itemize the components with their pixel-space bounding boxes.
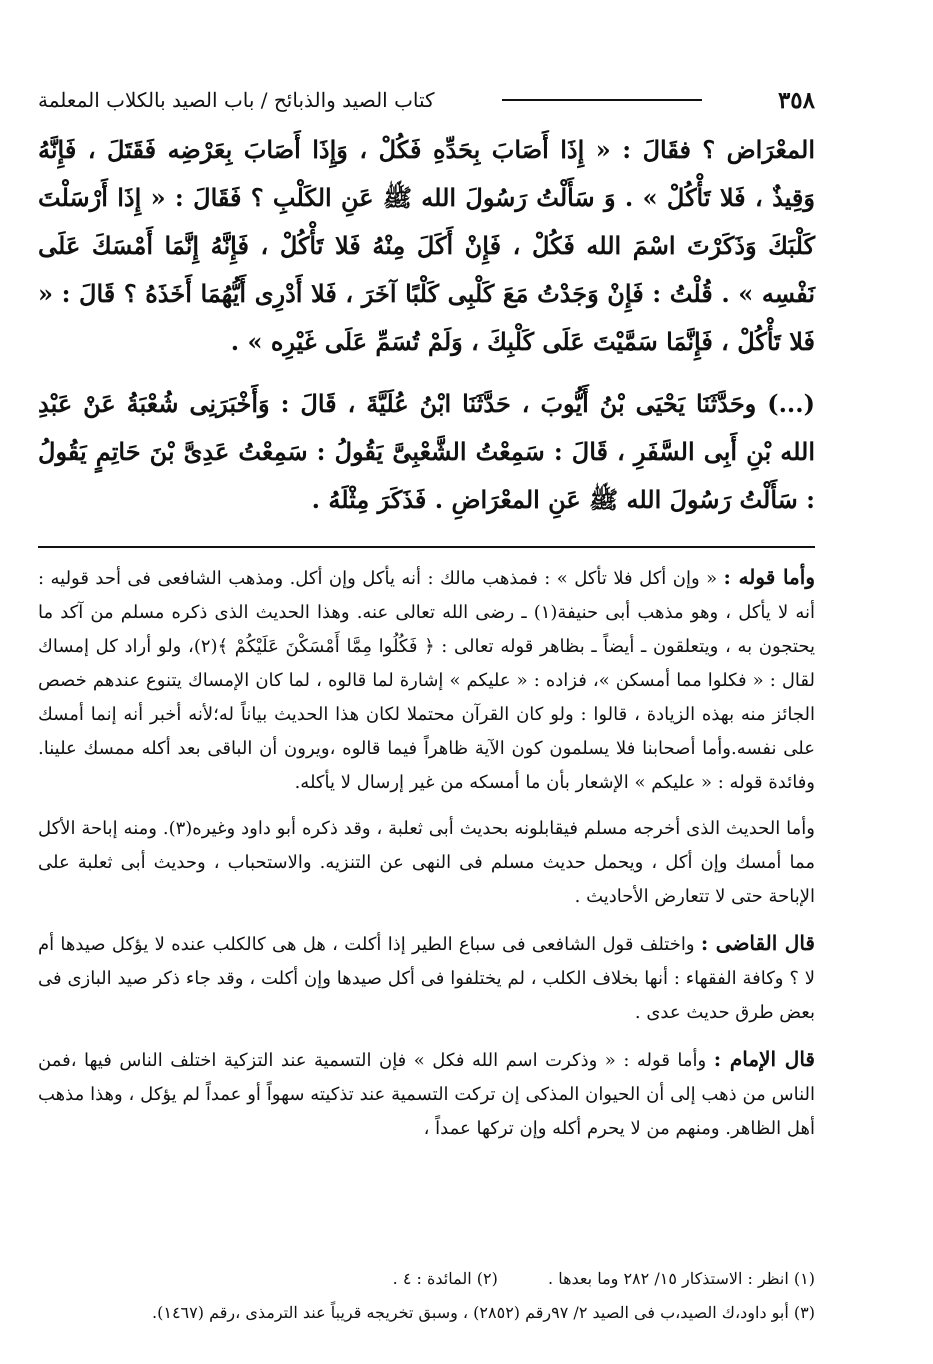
commentary-lead-3: قال القاضى : xyxy=(700,931,815,955)
page-number: ٣٥٨ xyxy=(777,86,815,114)
footnote-1: (١) انظر : الاستذكار ١٥/ ٢٨٢ وما بعدها . xyxy=(548,1269,815,1288)
commentary-paragraph-1 xyxy=(38,560,815,800)
hadith-text xyxy=(38,126,815,524)
commentary-text-2: وأما الحديث الذى أخرجه مسلم فيقابلونه بحديث أبى ثعلبة ، وقد ذكره أبو داود وغيره(٣). ومنه إباحة الأكل مما أمسك وإن أكل ، ويحمل حديث مسلم فى النهى عن التنزيه. والاستحباب ، وحديث أبى ثعلبة على الإباحة حتى لا تتعارض الأحاديث . xyxy=(38,818,815,907)
commentary-text-4: وأما قوله : « وذكرت اسم الله فكل » فإن التسمية عند التزكية اختلف الناس فيها ،فمن الناس من ذهب إلى أن الحيوان المذكى إن تركت التسمية عند تذكيته سهواً أو عمداً لم يؤكل ، وهذا مذهب أهل الظاهر. ومنهم من لا يحرم أكله وإن تركها عمداً ، xyxy=(38,1050,815,1139)
running-title: كتاب الصيد والذبائح / باب الصيد بالكلاب المعلمة xyxy=(38,88,435,112)
commentary-paragraph-4 xyxy=(38,1042,815,1146)
commentary-lead-1: وأما قوله : xyxy=(723,565,815,589)
commentary-text-3: واختلف قول الشافعى فى سباع الطير إذا أكلت ، هل هى كالكلب عنده لا يؤكل صيدها أم لا ؟ وكافة الفقهاء : أنها بخلاف الكلب ، لم يختلفوا فى أكل صيدها وإن أكلت ، وقد جاء ذكر صيد البازى فى بعض طرق حديث عدى . xyxy=(38,934,815,1023)
commentary xyxy=(38,560,815,1146)
running-header xyxy=(38,80,815,120)
section-divider xyxy=(38,546,815,548)
footnote-3: (٣) أبو داود،ك الصيد،ب فى الصيد ٢/ ٩٧رقم (٢٨٥٢) ، وسبق تخريجه قريباً عند الترمذى ،رقم (١٤٦٧). xyxy=(152,1303,815,1322)
commentary-paragraph-3 xyxy=(38,926,815,1030)
commentary-text-1: « وإن أكل فلا تأكل » : فمذهب مالك : أنه يأكل وإن أكل. ومذهب الشافعى فى أحد قوليه : أنه لا يأكل ، وهو مذهب أبى حنيفة(١) ـ رضى الله تعالى عنه. وهذا الحديث الذى ذكره مسلم من آكد ما يحتجون به ، ويتعلقون ـ أيضاً ـ بظاهر قوله تعالى : ﴿ فَكُلُوا مِمَّا أَمْسَكْنَ عَلَيْكُمْ ﴾(٢)، ولو أراد كل إمساك لقال : « فكلوا مما أمسكن »، فزاده : « عليكم » إشارة لما قالوه ، لما كان الإمساك يتنوع عندهم خصص الجائز منه بهذه الزيادة ، قالوا : ولو كان القرآن محتملا لكان هذا الحديث بياناً له؛لأنه أخبر أنه إنما أمسك على نفسه.وأما أصحابنا فلا يسلمون كون الآية ظاهراً فيما قالوه ،ويرون أن الباقى بعد أكله ممسك علينا. وفائدة قوله : « عليكم » الإشعار بأن ما أمسكه من غير إرسال لا يأكله. xyxy=(38,568,815,793)
header-rule xyxy=(502,99,702,101)
footnote-2: (٢) المائدة : ٤ . xyxy=(392,1269,498,1288)
footnote-line-2 xyxy=(38,1296,815,1330)
footnotes xyxy=(38,1262,815,1330)
hadith-paragraph-2: (...) وحَدَّثَنَا يَحْيَى بْنُ أَيُّوبَ ، حَدَّثَنَا ابْنُ عُلَيَّةَ ، قَالَ : وَأَخْبَرَنِى شُعْبَةُ عَنْ عَبْدِ الله بْنِ أَبِى السَّفَرِ ، قَالَ : سَمِعْتُ الشَّعْبِىَّ يَقُولُ : سَمِعْتُ عَدِىَّ بْنَ حَاتِمٍ يَقُولُ : سَأَلْتُ رَسُولَ الله ﷺ عَنِ المعْرَاضِ . فَذَكَرَ مِثْلَهُ . xyxy=(38,389,815,514)
footnote-line-1 xyxy=(38,1262,815,1296)
commentary-lead-4: قال الإمام : xyxy=(713,1047,815,1071)
hadith-paragraph-1: المعْرَاض ؟ فقَالَ : « إِذَا أَصَابَ بِحَدِّهِ فَكُلْ ، وَإِذَا أَصَابَ بِعَرْضِه فَقَتَلَ ، فَإِنَّهُ وَقِيذٌ ، فَلا تَأْكُلْ » . وَ سَأَلْتُ رَسُولَ الله ﷺ عَنِ الكَلْبِ ؟ فَقَالَ : « إِذَا أَرْسَلْتَ كَلْبَكَ وَذَكَرْتَ اسْمَ الله فَكُلْ ، فَإِنْ أَكَلَ مِنْهُ فَلا تَأْكُلْ ، فَإِنَّهُ إِنَّمَا أَمْسَكَ عَلَى نَفْسِه » . قُلْتُ : فَإِنْ وَجَدْتُ مَعَ كَلْبِى كَلْبًا آخَرَ ، فَلا أَدْرِى أَيُّهُمَا أَخَذَهُ ؟ قَالَ : « فَلا تَأْكُلْ ، فَإِنَّمَا سَمَّيْتَ عَلَى كَلْبِكَ ، وَلَمْ تُسَمِّ عَلَى غَيْرِه » . xyxy=(38,135,816,356)
commentary-paragraph-2 xyxy=(38,812,815,914)
